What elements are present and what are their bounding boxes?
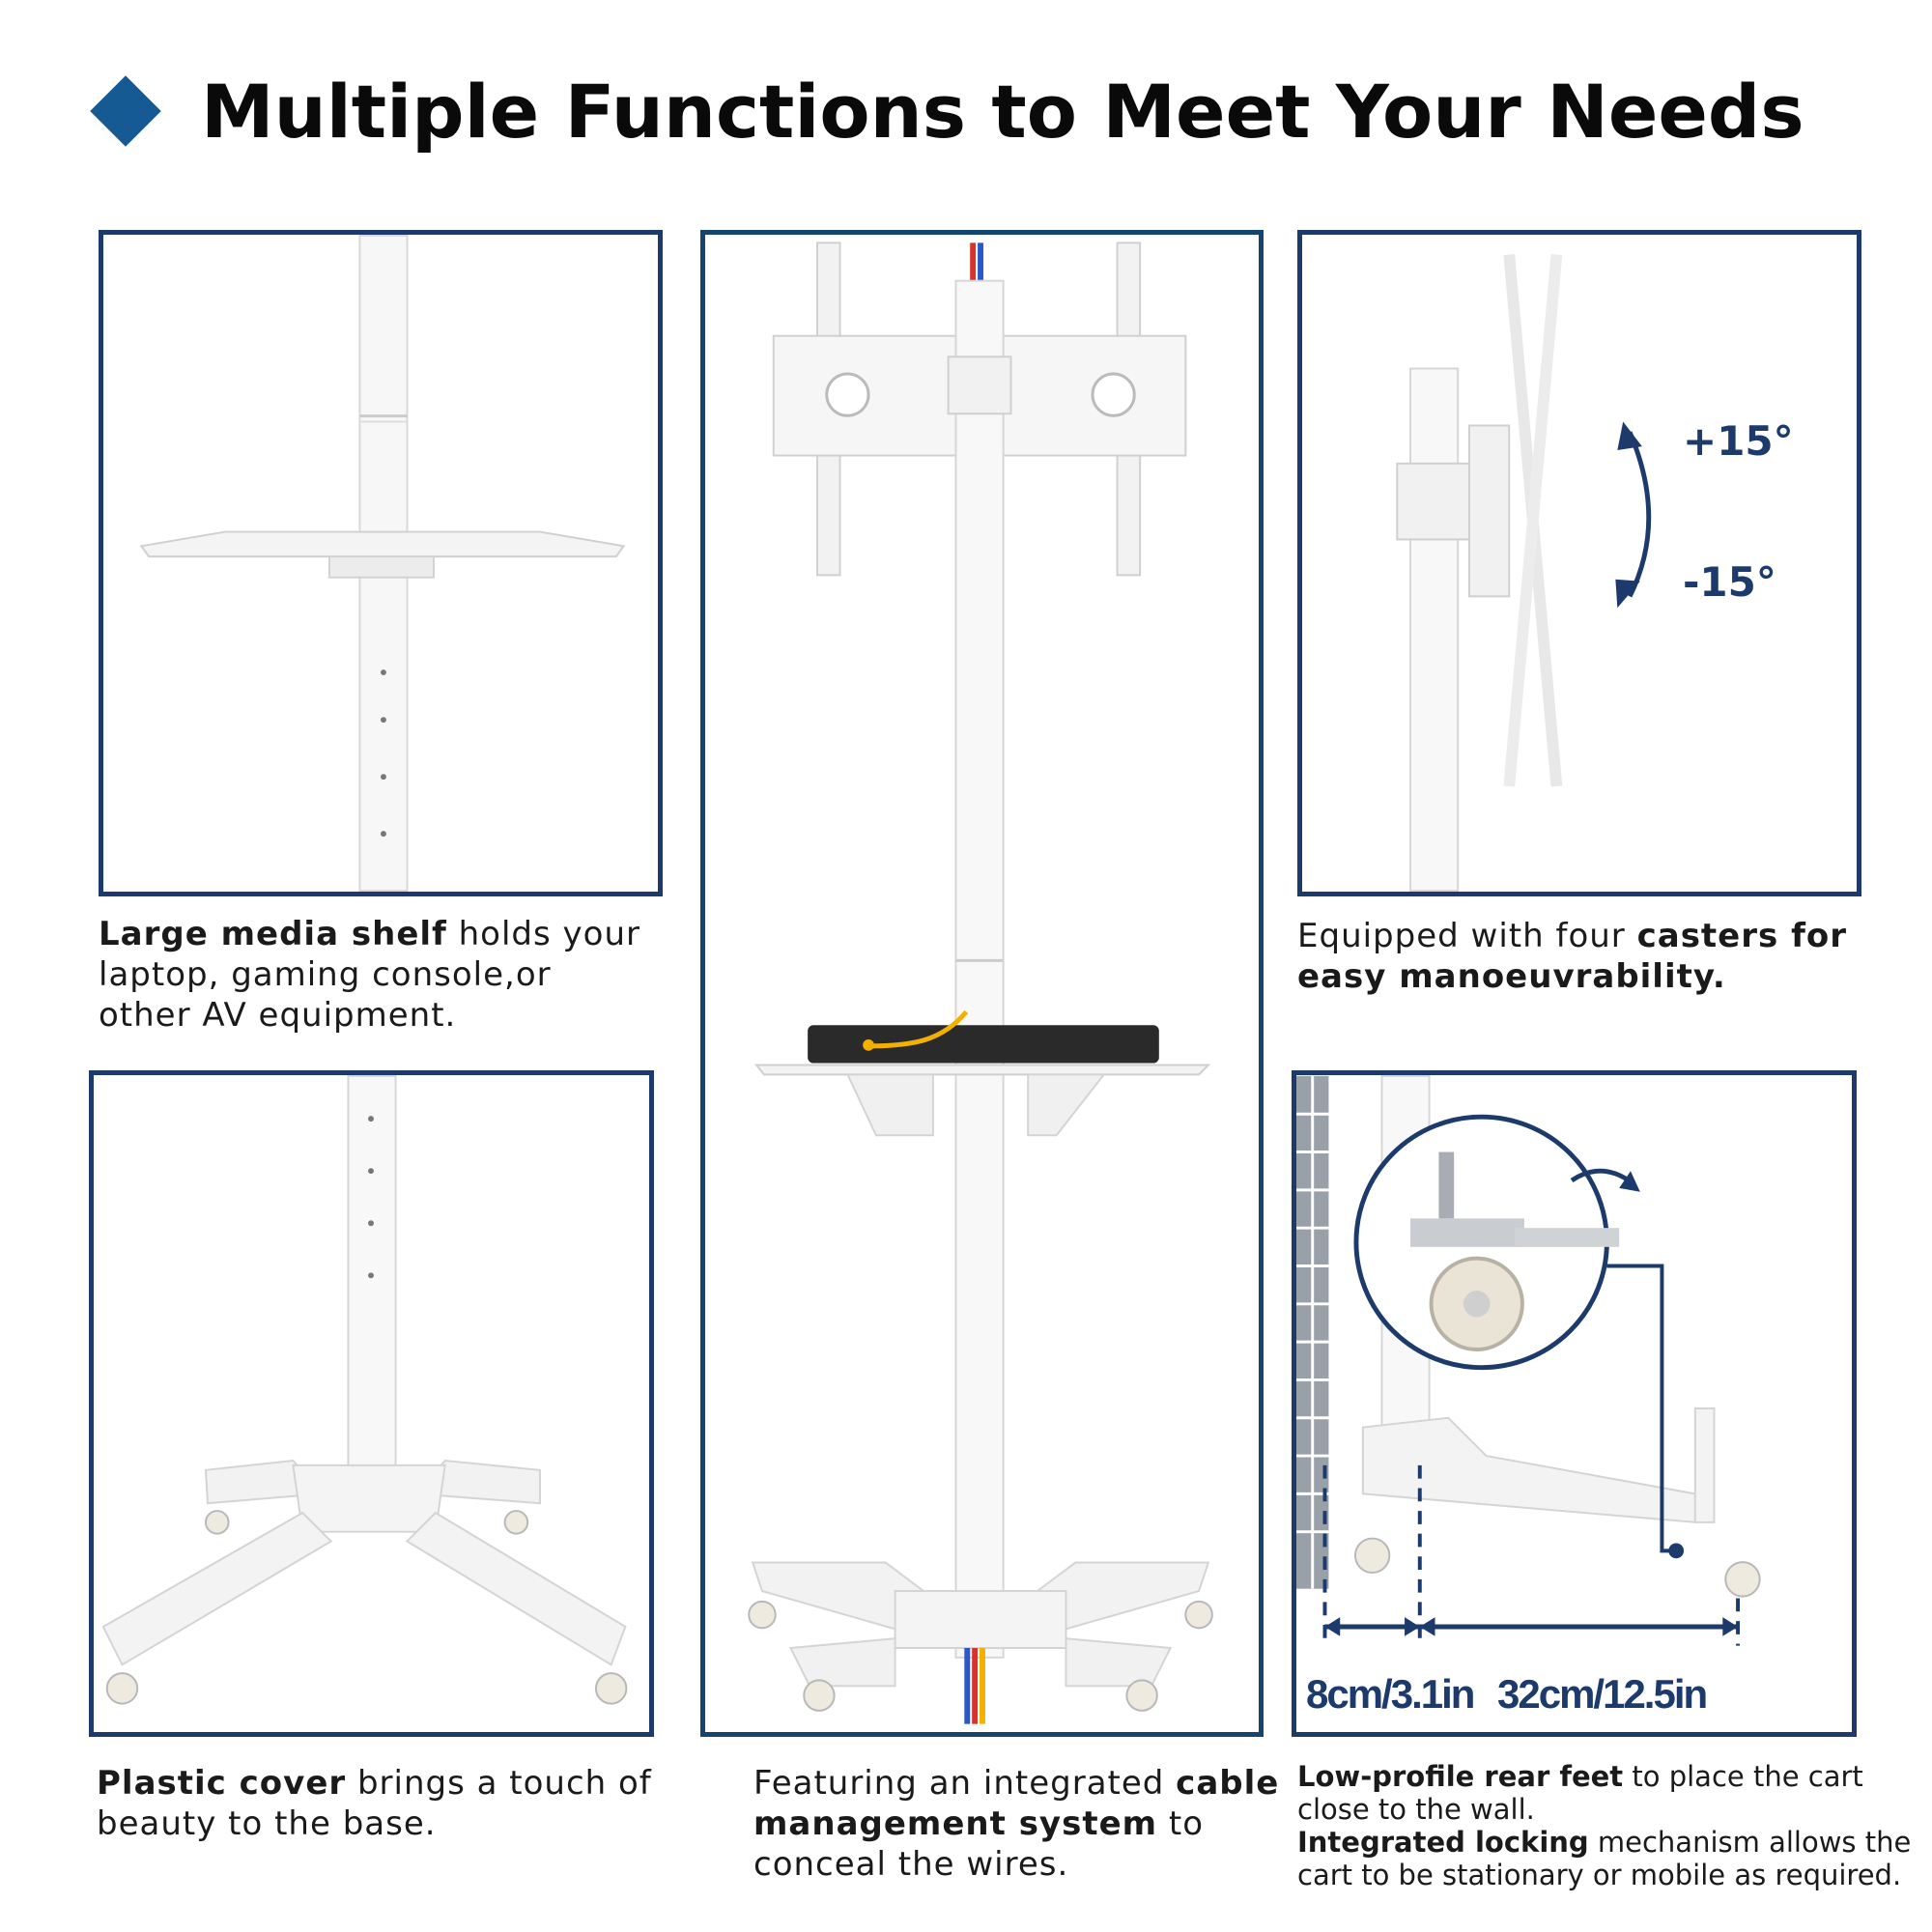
tilt-up-label: +15° — [1683, 417, 1794, 465]
caption-base: Plastic cover brings a touch of beauty to the base. — [97, 1764, 652, 1843]
tilt-down-label: -15° — [1683, 558, 1776, 606]
page-title: Multiple Functions to Meet Your Needs — [201, 68, 1804, 155]
cable-management-illustration — [705, 235, 1259, 1732]
panel-casters — [1292, 1070, 1857, 1737]
rear-feet-dimension-label: 8cm/3.1in — [1306, 1671, 1474, 1717]
caption-cable-management: Featuring an integrated cable management system to conceal the wires. — [753, 1764, 1280, 1884]
media-shelf-illustration — [103, 235, 658, 892]
caption-tilt: Equipped with four casters for easy manoeuvrability. — [1297, 917, 1848, 996]
diamond-bullet-icon — [90, 75, 161, 147]
page-header — [93, 68, 1804, 155]
casters-illustration — [1296, 1075, 1852, 1732]
base-illustration — [94, 1075, 649, 1732]
caption-media-shelf: Large media shelf holds your laptop, gaming console,or other AV equipment. — [99, 915, 640, 1035]
panel-media-shelf — [99, 230, 663, 896]
panel-base — [89, 1070, 654, 1737]
caster-span-dimension-label: 32cm/12.5in — [1497, 1671, 1707, 1717]
panel-tilt — [1297, 230, 1861, 896]
caption-casters: Low-profile rear feet to place the cart close to the wall. Integrated locking mechanism allows the cart to be stationary or mobile as required. — [1297, 1760, 1912, 1891]
panel-cable-management — [700, 230, 1264, 1737]
